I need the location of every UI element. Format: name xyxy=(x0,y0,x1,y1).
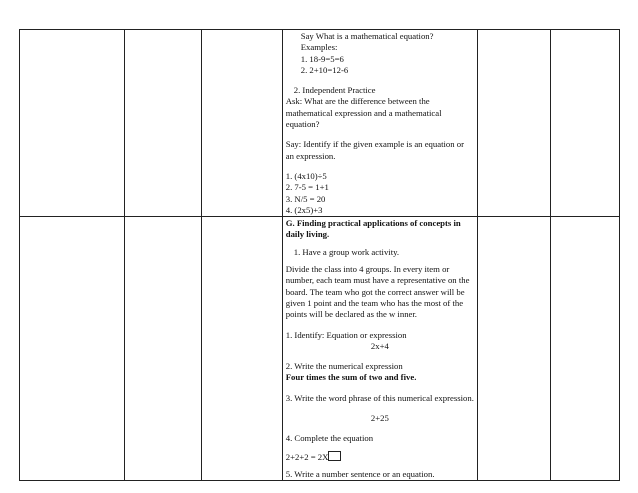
practice-heading: 2. Independent Practice xyxy=(293,85,376,96)
empty-cell xyxy=(478,30,550,217)
section-heading: G. Finding practical applications of concepts in daily living. xyxy=(285,218,461,240)
empty-cell xyxy=(20,30,125,217)
empty-cell xyxy=(550,30,620,217)
practice-item: 3. N/5 = 20 xyxy=(285,193,326,204)
empty-cell xyxy=(20,217,125,481)
practice-item: 2. 7-5 = 1+1 xyxy=(285,182,329,193)
question-1: 1. Identify: Equation or expression xyxy=(285,329,407,340)
empty-cell xyxy=(202,30,283,217)
answer-box xyxy=(328,451,341,461)
question-4-equation: 2+2+2 = 2X xyxy=(285,451,329,462)
table-row xyxy=(20,30,620,217)
table-row xyxy=(20,217,620,481)
question-2-phrase: Four times the sum of two and five. xyxy=(285,372,417,383)
example-item: 2. 2+10=12-6 xyxy=(300,64,349,75)
question-2: 2. Write the numerical expression xyxy=(285,361,403,372)
lesson-plan-table xyxy=(19,29,620,481)
say-line: Say What is a mathematical equation? xyxy=(300,31,434,41)
question-4: 4. Complete the equation xyxy=(285,433,374,444)
question-5: 5. Write a number sentence or an equation. xyxy=(285,468,435,479)
empty-cell xyxy=(124,30,202,217)
question-1-value: 2x+4 xyxy=(370,340,389,351)
examples-label: Examples: xyxy=(300,42,338,53)
question-3-value: 2+25 xyxy=(370,413,389,424)
empty-cell xyxy=(124,217,202,481)
identify-text: Say: Identify if the given example is an equation or an expression. xyxy=(285,139,465,161)
empty-cell xyxy=(550,217,620,481)
practice-item: 1. (4x10)÷5 xyxy=(285,170,327,181)
instructions-text: Divide the class into 4 groups. In every item or number, each team must have a representative on the board. The team who got the correct answer will be given 1 point and the team who has the most of the points will be declared as the w inner. xyxy=(285,264,470,320)
empty-cell xyxy=(478,217,550,481)
practice-item: 4. (2x5)+3 xyxy=(285,204,323,215)
example-item: 1. 18-9=5=6 xyxy=(300,53,344,64)
procedure-cell xyxy=(282,30,477,217)
activity-line: 1. Have a group work activity. xyxy=(293,246,400,257)
ask-text: Ask: What are the difference between the mathematical expression and a mathematical equation? xyxy=(285,96,442,130)
application-cell xyxy=(282,217,477,481)
empty-cell xyxy=(202,217,283,481)
question-3: 3. Write the word phrase of this numerical expression. xyxy=(285,392,474,403)
question-4-equation-line xyxy=(286,451,474,463)
